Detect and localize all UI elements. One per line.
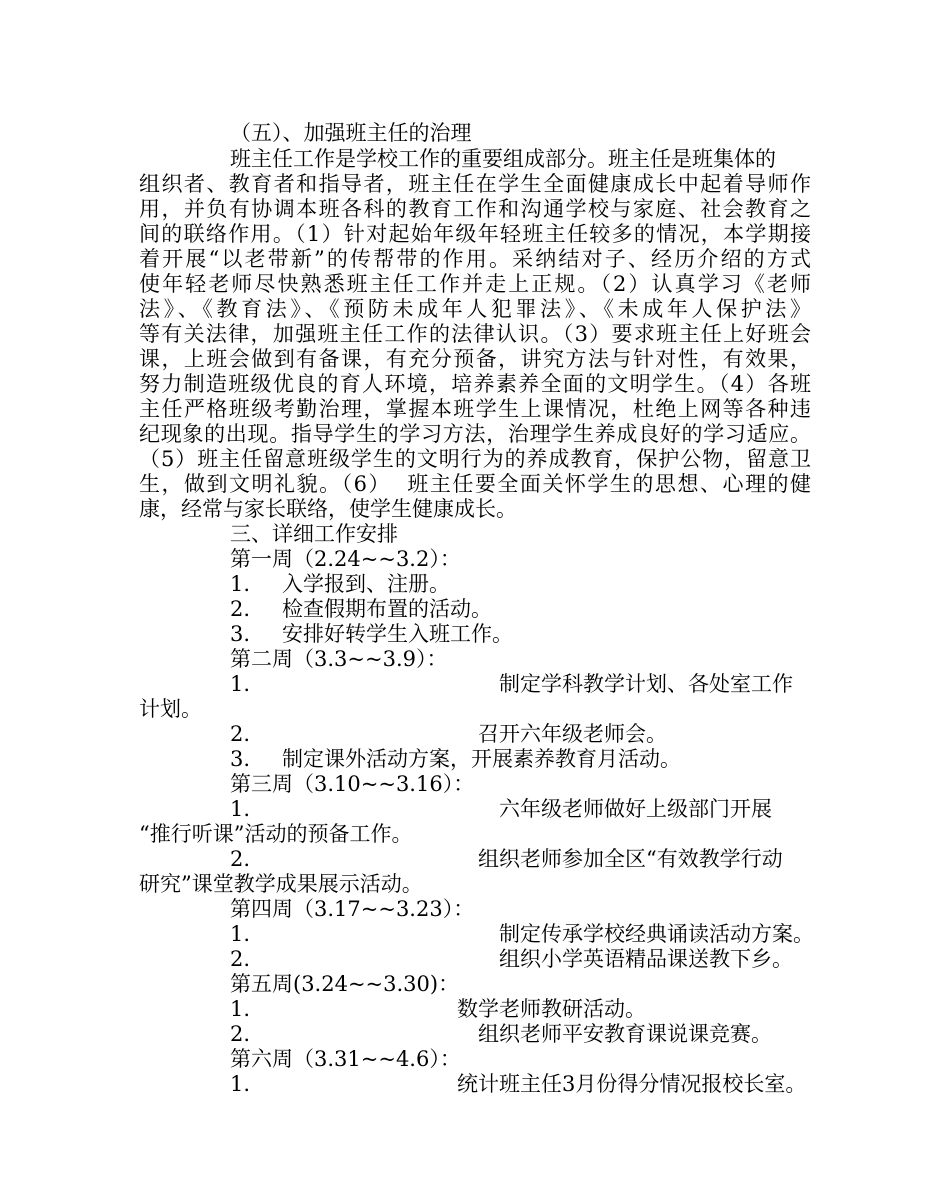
item-text: 组织老师平安教育课说课竞赛。 xyxy=(478,1022,772,1046)
paragraph-line: （5）班主任留意班级学生的文明行为的养成教育，保护公物，留意卫 xyxy=(139,447,811,471)
week-heading: 第二周（3.3~~3.9）： xyxy=(230,647,448,671)
item-number: 2. xyxy=(230,947,251,971)
item-text: 六年级老师做好上级部门开展 xyxy=(499,797,772,821)
paragraph-line: 用，并负有协调本班各科的教育工作和沟通学校与家庭、社会教育之 xyxy=(139,197,811,221)
item-number: 1. xyxy=(230,997,251,1021)
item-number: 2. xyxy=(230,847,251,871)
paragraph-line: 纪现象的出现。指导学生的学习方法，治理学生养成良好的学习适应。 xyxy=(139,422,811,446)
item-text: 制定传承学校经典诵读活动方案。 xyxy=(499,922,814,946)
paragraph-line: 主任严格班级考勤治理，掌握本班学生上课情况，杜绝上网等各种违 xyxy=(139,397,811,421)
week-heading: 第五周(3.24~~3.30)： xyxy=(230,972,460,996)
item-number: 1. xyxy=(230,922,251,946)
item-text-continued: “推行听课”活动的预备工作。 xyxy=(139,822,413,846)
section-heading-3: 三、详细工作安排 xyxy=(230,522,398,546)
item-text: 组织老师参加全区“有效教学行动 xyxy=(478,847,783,871)
section-heading-5: （五）、加强班主任的治理 xyxy=(230,121,472,145)
paragraph-line: 着开展“以老带新”的传帮带的作用。采纳结对子、经历介绍的方式 xyxy=(139,247,811,271)
week-heading: 第一周（2.24~~3.2）： xyxy=(230,547,461,571)
item-text: 安排好转学生入班工作。 xyxy=(282,622,513,646)
paragraph-line: 法》、《教育法》、《预防未成年人犯罪法》、《未成年人保护法》 xyxy=(139,297,811,321)
paragraph-line: 班主任工作是学校工作的重要组成部分。班主任是班集体的 xyxy=(230,147,776,171)
item-text: 制定学科教学计划、各处室工作 xyxy=(499,672,793,696)
item-number: 2. xyxy=(230,1022,251,1046)
paragraph-line: 等有关法律，加强班主任工作的法律认识。（3）要求班主任上好班会 xyxy=(139,322,811,346)
week-heading: 第四周（3.17~~3.23）： xyxy=(230,897,475,921)
item-number: 3. xyxy=(230,747,251,771)
item-number: 1. xyxy=(230,572,251,596)
item-number: 1. xyxy=(230,1072,251,1096)
item-text: 数学老师教研活动。 xyxy=(457,997,646,1021)
item-text-continued: 研究”课堂教学成果展示活动。 xyxy=(139,872,423,896)
item-text: 召开六年级老师会。 xyxy=(478,722,667,746)
paragraph-line: 课，上班会做到有备课，有充分预备，讲究方法与针对性，有效果， xyxy=(139,347,811,371)
paragraph-line: 努力制造班级优良的育人环境，培养素养全面的文明学生。（4）各班 xyxy=(139,372,811,396)
paragraph-line: 间的联络作用。（1）针对起始年级年轻班主任较多的情况，本学期接 xyxy=(139,222,811,246)
paragraph-line: 康，经常与家长联络，使学生健康成长。 xyxy=(139,497,517,521)
item-number: 2. xyxy=(230,597,251,621)
item-text: 制定课外活动方案，开展素养教育月活动。 xyxy=(282,747,681,771)
paragraph-line: 使年轻老师尽快熟悉班主任工作并走上正规。（2）认真学习《老师 xyxy=(139,272,811,296)
item-number: 1. xyxy=(230,672,251,696)
paragraph-line: 生，做到文明礼貌。（6） 班主任要全面关怀学生的思想、心理的健 xyxy=(139,472,811,496)
week-heading: 第三周（3.10~~3.16）： xyxy=(230,772,475,796)
item-text: 统计班主任3月份得分情况报校长室。 xyxy=(457,1072,807,1096)
item-text: 入学报到、注册。 xyxy=(282,572,450,596)
item-number: 3. xyxy=(230,622,251,646)
item-text: 检查假期布置的活动。 xyxy=(282,597,492,621)
item-number: 1. xyxy=(230,797,251,821)
item-number: 2. xyxy=(230,722,251,746)
week-heading: 第六周（3.31~~4.6）： xyxy=(230,1047,461,1071)
item-text: 组织小学英语精品课送教下乡。 xyxy=(499,947,793,971)
item-text-continued: 计划。 xyxy=(139,697,202,721)
paragraph-line: 组织者、教育者和指导者，班主任在学生全面健康成长中起着导师作 xyxy=(139,172,811,196)
